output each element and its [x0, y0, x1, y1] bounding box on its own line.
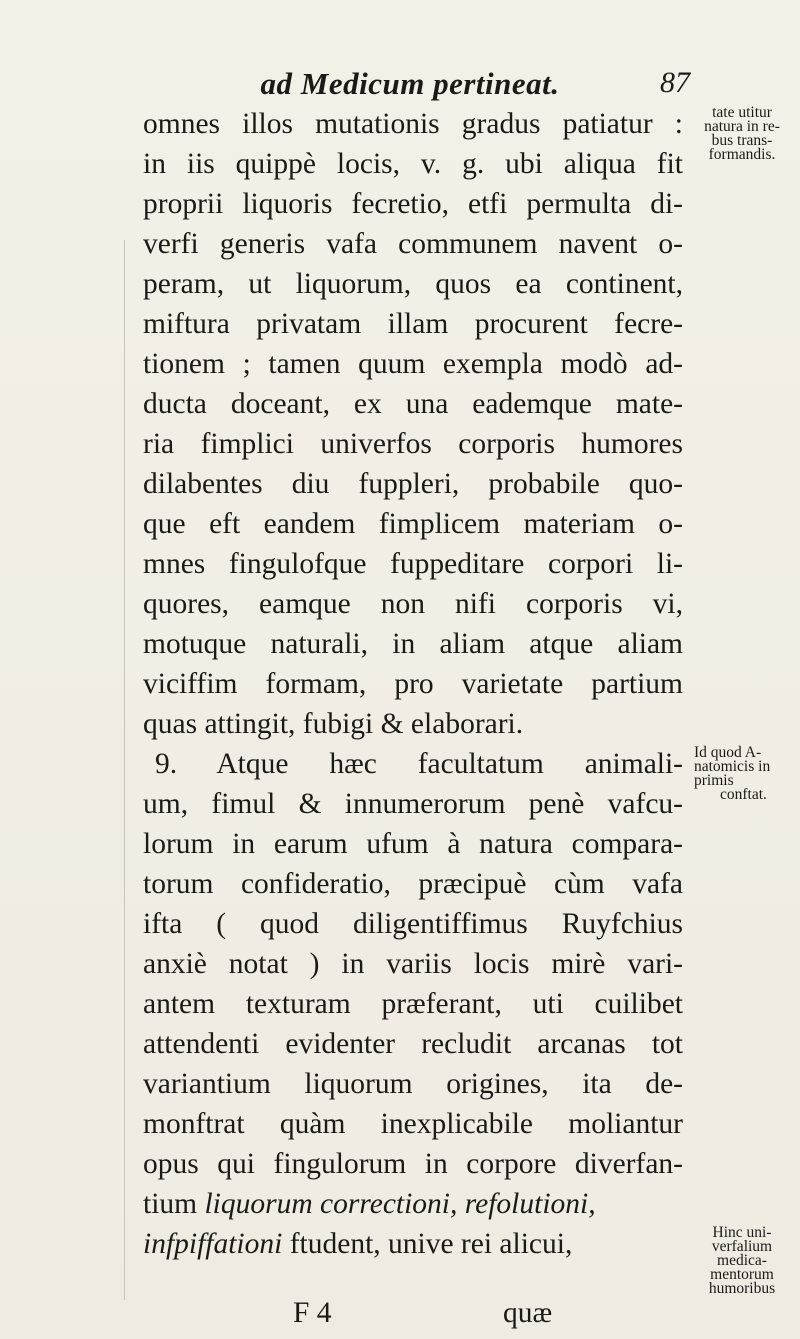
margin-note-line: natura in re- [704, 118, 780, 135]
paragraph-start-line: 9. Atque hæc facultatum animali- [155, 748, 683, 780]
text-line: attendenti evidenter recludit arcanas tot [143, 1028, 683, 1060]
margin-note-line: medica- [717, 1252, 767, 1269]
running-title: ad Medicum pertineat. [260, 66, 560, 101]
text-line: quas attingit, fubigi & elaborari. [143, 708, 524, 740]
margin-note-line: primis [694, 772, 734, 789]
margin-note-line: conftat. [720, 786, 767, 803]
text-line: peram, ut liquorum, quos ea continent, [143, 268, 683, 300]
plain-text: tium [143, 1188, 205, 1220]
catchword: quæ [503, 1297, 553, 1329]
text-line: variantium liquorum origines, ita de- [143, 1068, 683, 1100]
text-line: ducta doceant, ex una eademque mate- [143, 388, 683, 420]
page-header [140, 66, 690, 102]
text-line: torum confideratio, præcipuè cùm vafa [143, 868, 683, 900]
text-line: motuque naturali, in aliam atque aliam [143, 628, 683, 660]
signature-line [143, 1264, 683, 1329]
text-line: omnes illos mutationis gradus patiatur : [143, 108, 683, 140]
main-text-block [143, 104, 683, 1329]
text-line: ria fimplici univerfos corporis humores [143, 428, 683, 460]
italic-text: infpiffationi [143, 1228, 283, 1260]
text-line: opus qui fingulorum in corpore diverfan- [143, 1148, 683, 1180]
text-line: dilabentes diu fuppleri, probabile quo- [143, 468, 683, 500]
page-number: 87 [660, 66, 690, 99]
text-line: miftura privatam illam procurent fecre- [143, 308, 683, 340]
margin-note-line: verfalium [711, 1238, 773, 1255]
signature-mark: F 4 [293, 1297, 332, 1329]
text-line: ifta ( quod diligentiffimus Ruyfchius [143, 908, 683, 940]
text-line: lorum in earum ufum à natura compara- [143, 828, 683, 860]
margin-note-line: bus trans- [711, 132, 773, 149]
text-line: que eft eandem fimplicem materiam o- [143, 508, 683, 540]
italic-text: liquorum correctioni, refolutioni, [204, 1188, 596, 1220]
margin-note-line: natomicis in [694, 758, 771, 775]
text-line: viciffim formam, pro varietate partium [143, 668, 683, 700]
page-edge-shadow [124, 240, 125, 1300]
text-line: monftrat quàm inexplicabile moliantur [143, 1108, 683, 1140]
margin-note-line: Hinc uni- [712, 1224, 772, 1241]
margin-note-medicaments [694, 1226, 798, 1296]
text-line: mnes fingulofque fuppeditare corpori li- [143, 548, 683, 580]
text-line: in iis quippè locis, v. g. ubi aliqua fit [143, 148, 683, 180]
text-line-mixed [143, 1184, 683, 1224]
margin-note-transform [694, 106, 798, 162]
margin-note-line: tate utitur [712, 104, 772, 121]
text-line: verfi generis vafa communem navent o- [143, 228, 683, 260]
margin-note-line: mentorum [710, 1266, 774, 1283]
margin-note-line: humoribus [708, 1280, 776, 1297]
text-line-mixed [143, 1224, 683, 1264]
margin-note-anatomy [694, 746, 798, 802]
margin-note-line: Id quod A- [694, 744, 762, 761]
plain-text: ftudent, unive rei alicui, [282, 1228, 573, 1260]
text-line: um, fimul & innumerorum penè vafcu- [143, 788, 683, 820]
text-line: tionem ; tamen quum exempla modò ad- [143, 348, 683, 380]
text-line: quores, eamque non nifi corporis vi, [143, 588, 683, 620]
margin-note-line: formandis. [708, 146, 776, 163]
text-line: antem texturam præferant, uti cuilibet [143, 988, 683, 1020]
text-line: proprii liquoris fecretio, etfi permulta di- [143, 188, 683, 220]
text-line: anxiè notat ) in variis locis mirè vari- [143, 948, 683, 980]
